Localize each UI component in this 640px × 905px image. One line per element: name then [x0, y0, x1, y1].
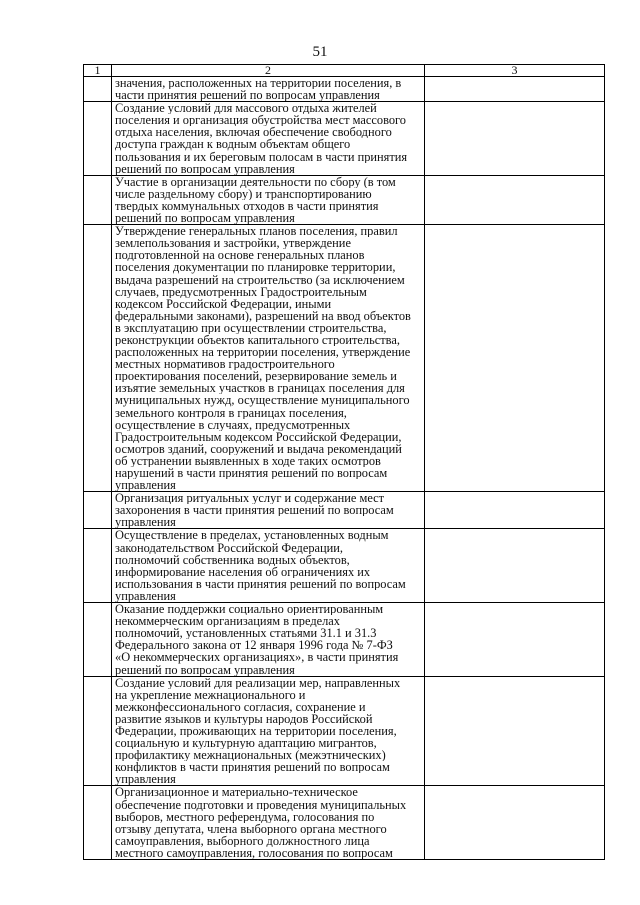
description-line: доступа граждан к водным объектам общего	[115, 138, 351, 151]
cell-number	[84, 529, 112, 603]
description-line: некоммерческим организациям в пределах	[115, 615, 340, 628]
description-line: местного самоуправления, голосования по вопросам	[115, 846, 393, 859]
cell-note	[425, 603, 605, 677]
description-line: случаев, предусмотренных Градостроительным	[115, 285, 367, 298]
column-header-2: 2	[112, 65, 425, 77]
description-line: реконструкции объектов капитального строительства,	[115, 333, 400, 347]
page-number: 51	[312, 44, 328, 60]
cell-description	[112, 603, 425, 677]
description-line: захоронения в части принятия решений по вопросам	[115, 504, 394, 517]
description-line: межконфессионального согласия, сохранение и	[115, 700, 366, 713]
table-row	[84, 77, 605, 102]
description-line: Федерации, проживающих на территории поселения,	[115, 724, 397, 738]
description-line: поселения и организация обустройства мест массового	[115, 114, 406, 127]
description-line: Градостроительным кодексом Российской Федерации,	[115, 430, 402, 443]
description-line: управления	[115, 479, 176, 492]
table-row	[84, 676, 605, 786]
cell-number	[84, 676, 112, 786]
description-line: Оказание поддержки социально ориентированным	[115, 603, 384, 616]
cell-description	[112, 529, 425, 603]
cell-note	[425, 102, 605, 176]
description-line: проектирования поселений, резервирование земель и	[115, 370, 397, 383]
description-line: Создание условий для реализации мер, направленных	[115, 676, 401, 689]
description-line: решений по вопросам управления	[115, 162, 295, 175]
description-line: социальную и культурную адаптацию мигрантов,	[115, 737, 377, 750]
description-line: Организационное и материально-техническое	[115, 786, 358, 799]
table-row	[84, 603, 605, 677]
description-line: решений по вопросам управления	[115, 212, 295, 225]
cell-description	[112, 492, 425, 529]
cell-description	[112, 102, 425, 176]
description-line: законодательством Российской Федерации,	[115, 541, 344, 554]
description-line: пользования и их береговым полосам в части принятия	[115, 150, 408, 163]
table-row	[84, 492, 605, 529]
table-row	[84, 529, 605, 603]
description-line: управления	[115, 773, 176, 786]
description-line: управления	[115, 589, 176, 603]
cell-description	[112, 225, 425, 492]
cell-number	[84, 102, 112, 176]
description-line: на укрепление межнационального и	[115, 688, 306, 701]
cell-number	[84, 175, 112, 224]
description-line: полномочий собственника водных объектов,	[115, 553, 350, 566]
cell-number	[84, 77, 112, 102]
table-body	[84, 77, 605, 860]
description-line: развитие языков и культуры народов Российской	[115, 712, 373, 725]
description-line: «О некоммерческих организациях», в части принятия	[115, 651, 399, 664]
description-line: выборов, местного референдума, голосования по	[115, 810, 375, 823]
description-line: полномочий, установленных статьями 31.1 и 31.3	[115, 627, 377, 640]
description-line: поселения документации по планировке территории,	[115, 261, 396, 274]
cell-number	[84, 225, 112, 492]
description-line: отдыха населения, включая обеспечение свободного	[115, 126, 392, 139]
table-row	[84, 225, 605, 492]
cell-description	[112, 175, 425, 224]
description-line: кодексом Российской Федерации, иными	[115, 297, 332, 310]
cell-description	[112, 77, 425, 102]
description-line: нарушений в части принятия решений по вопросам	[115, 467, 388, 480]
description-line: федеральными законами), разрешений на ввод объектов	[115, 309, 411, 322]
description-line: использования в части принятия решений по вопросам	[115, 577, 406, 590]
powers-table	[83, 64, 605, 860]
description-line: осмотров зданий, сооружений и выдача рекомендаций	[115, 442, 402, 455]
description-line: профилактику межнациональных (межэтнических)	[115, 749, 386, 762]
column-header-3: 3	[425, 65, 605, 77]
description-line: подготовленной на основе генеральных планов	[115, 249, 365, 262]
description-line: обеспечение подготовки и проведения муниципальных	[115, 798, 407, 811]
cell-note	[425, 786, 605, 860]
description-line: Осуществление в пределах, установленных водным	[115, 529, 389, 542]
description-line: об устранении выявленных в ходе таких осмотров	[115, 454, 381, 467]
description-line: изъятие земельных участков в границах поселения для	[115, 382, 405, 395]
description-line: твердых коммунальных отходов в части принятия	[115, 199, 379, 213]
description-line: земельного контроля в границах поселения,	[115, 406, 347, 419]
cell-note	[425, 175, 605, 224]
description-line: решений по вопросам управления	[115, 663, 295, 676]
table-row	[84, 102, 605, 176]
cell-description	[112, 786, 425, 860]
description-line: Федерального закона от 12 января 1996 года № 7-ФЗ	[115, 639, 393, 652]
description-line: землепользования и застройки, утверждение	[115, 237, 351, 250]
description-line: самоуправления, выборного должностного лица	[115, 834, 370, 847]
description-line: Создание условий для массового отдыха жителей	[115, 102, 377, 115]
cell-description	[112, 676, 425, 786]
description-line: расположенных на территории поселения, утверждение	[115, 346, 411, 359]
cell-number	[84, 786, 112, 860]
description-line: отзыву депутата, члена выборного органа местного	[115, 822, 387, 835]
description-line: части принятия решений по вопросам управления	[115, 89, 380, 102]
description-line: значения, расположенных на территории поселения, в	[115, 77, 402, 90]
description-line: осуществление в случаях, предусмотренных	[115, 418, 351, 431]
cell-note	[425, 225, 605, 492]
table-header-row	[84, 65, 605, 77]
cell-number	[84, 603, 112, 677]
description-line: Участие в организации деятельности по сбору (в том	[115, 175, 396, 188]
table-row	[84, 786, 605, 860]
description-line: информирование населения об ограничениях их	[115, 565, 371, 578]
column-header-1: 1	[84, 65, 112, 77]
description-line: управления	[115, 516, 176, 529]
description-line: выдача разрешений на строительство (за исключением	[115, 273, 405, 286]
cell-number	[84, 492, 112, 529]
description-line: в эксплуатацию при осуществлении строительства,	[115, 321, 387, 334]
cell-note	[425, 676, 605, 786]
description-line: местных нормативов градостроительного	[115, 358, 335, 371]
cell-note	[425, 77, 605, 102]
description-line: конфликтов в части принятия решений по вопросам	[115, 761, 390, 774]
description-line: муниципальных нужд, осуществление муниципального	[115, 394, 410, 407]
table-row	[84, 175, 605, 224]
cell-note	[425, 529, 605, 603]
cell-note	[425, 492, 605, 529]
description-line: числе раздельному сбору) и транспортированию	[115, 187, 372, 200]
description-line: Организация ритуальных услуг и содержание мест	[115, 492, 385, 505]
description-line: Утверждение генеральных планов поселения, правил	[115, 225, 398, 238]
